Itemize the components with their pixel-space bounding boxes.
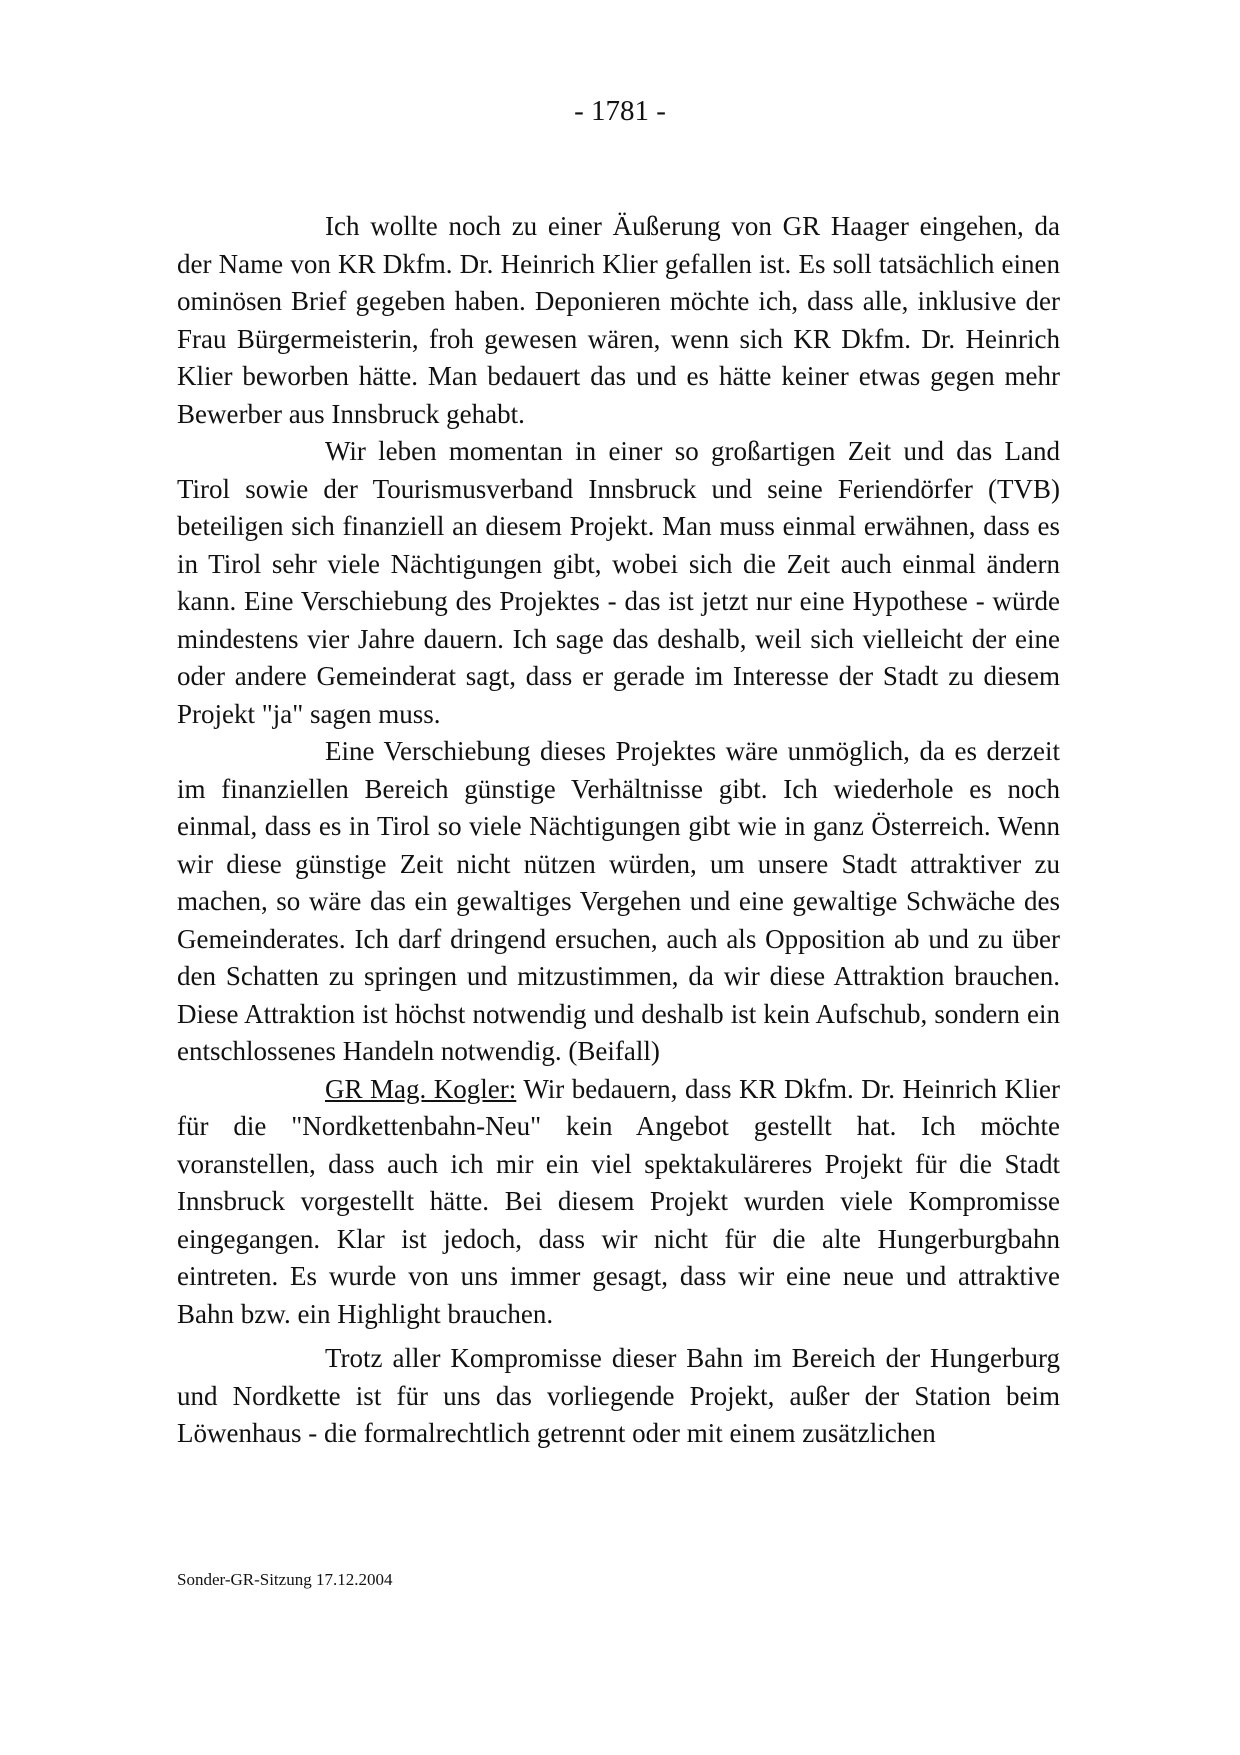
footer-session-label: Sonder-GR-Sitzung 17.12.2004: [177, 1570, 393, 1589]
page-number: - 1781 -: [574, 95, 666, 127]
paragraph-4-text: Wir bedauern, dass KR Dkfm. Dr. Heinrich Klier für die "Nordkettenbahn-Neu" kein Angebot gestellt hat. Ich möchte voranstellen, dass auch ich mir ein viel spektakuläreres Projekt für die Stadt Innsbruck vorgestellt hätte. Bei diesem Projekt wurden viele Kompromisse eingegangen. Klar ist jedoch, dass wir nicht für die alte Hungerburgbahn eintreten. Es wurde von uns immer gesagt, dass wir eine neue und attraktive Bahn bzw. ein Highlight brauchen.: [177, 1073, 1060, 1329]
paragraph-2: Wir leben momentan in einer so großartigen Zeit und das Land Tirol sowie der Tourismusverband Innsbruck und seine Feriendörfer (TVB) beteiligen sich finanziell an diesem Projekt. Man muss einmal erwähnen, dass es in Tirol sehr viele Nächtigungen gibt, wobei sich die Zeit auch einmal ändern kann. Eine Verschiebung des Projektes - das ist jetzt nur eine Hypothese - würde mindestens vier Jahre dauern. Ich sage das deshalb, weil sich vielleicht der eine oder andere Gemeinderat sagt, dass er gerade im Interesse der Stadt zu diesem Projekt "ja" sagen muss.: [177, 436, 1060, 729]
transcript-body: [177, 208, 1060, 1453]
paragraph-3: Eine Verschiebung dieses Projektes wäre unmöglich, da es derzeit im finanziellen Bereich günstige Verhältnisse gibt. Ich wiederhole es noch einmal, dass es in Tirol so viele Nächtigungen gibt wie in ganz Österreich. Wenn wir diese günstige Zeit nicht nützen würden, um unsere Stadt attraktiver zu machen, so wäre das ein gewaltiges Vergehen und eine gewaltige Schwäche des Gemeinderates. Ich darf dringend ersuchen, auch als Opposition ab und zu über den Schatten zu springen und mitzustimmen, da wir diese Attraktion brauchen. Diese Attraktion ist höchst notwendig und deshalb ist kein Aufschub, sondern ein entschlossenes Handeln notwendig. (Beifall): [177, 736, 1060, 1066]
paragraph-1: Ich wollte noch zu einer Äußerung von GR Haager eingehen, da der Name von KR Dkfm. Dr. Heinrich Klier gefallen ist. Es soll tatsächlich einen ominösen Brief gegeben haben. Deponieren möchte ich, dass alle, inklusive der Frau Bürgermeisterin, froh gewesen wären, wenn sich KR Dkfm. Dr. Heinrich Klier beworben hätte. Man bedauert das und es hätte keiner etwas gegen mehr Bewerber aus Innsbruck gehabt.: [177, 211, 1060, 429]
paragraph-4: [177, 1071, 1060, 1334]
paragraph-5: Trotz aller Kompromisse dieser Bahn im Bereich der Hungerburg und Nordkette ist für uns das vorliegende Projekt, außer der Station beim Löwenhaus - die formalrechtlich getrennt oder mit einem zusätzlichen: [177, 1343, 1060, 1448]
speaker-name: GR Mag. Kogler:: [325, 1073, 517, 1104]
